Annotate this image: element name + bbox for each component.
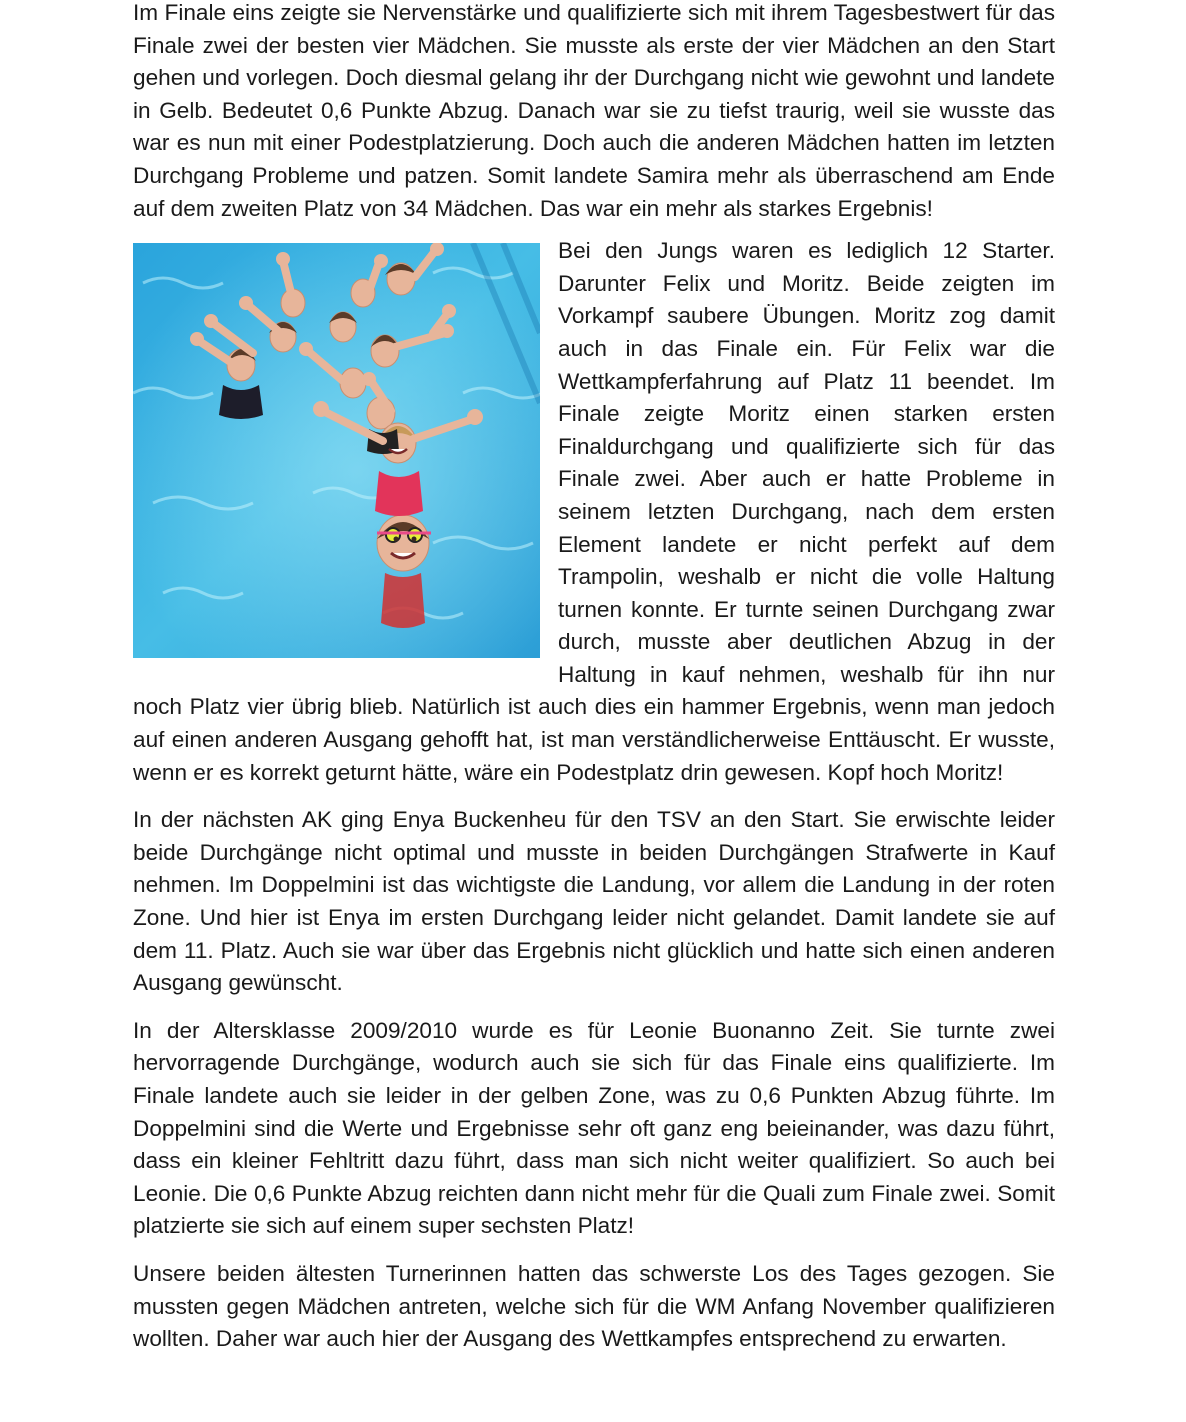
- paragraph-leonie: In der Altersklasse 2009/2010 wurde es für Leonie Buonanno Zeit. Sie turnte zwei hervorragende Durchgänge, wodurch auch sie sich für das Finale eins qualifizierte. Im Finale landete auch sie leider in der gelben Zone, was zu 0,6 Punkten Abzug führte. Im Doppelmini sind die Werte und Ergebnisse sehr oft ganz eng beieinander, was dazu führt, dass ein kleiner Fehltritt dazu führt, dass man sich nicht weiter qualifiziert. So auch bei Leonie. Die 0,6 Punkte Abzug reichten dann nicht mehr für die Quali zum Finale zwei. Somit platzierte sie sich auf einem super sechsten Platz!: [133, 1017, 1055, 1239]
- paragraph-samira-final: Im Finale eins zeigte sie Nervenstärke und qualifizierte sich mit ihrem Tagesbestwert für das Finale zwei der besten vier Mädchen. Sie musste als erste der vier Mädchen an den Start gehen und vorlegen. Doch diesmal gelang ihr der Durchgang nicht wie gewohnt und landete in Gelb. Bedeutet 0,6 Punkte Abzug. Danach war sie zu tiefst traurig, weil sie wusste das war es nun mit einer Podestplatzierung. Doch auch die anderen Mädchen hatten im letzten Durchgang Probleme und patzen. Somit landete Samira mehr als überraschend am Ende auf dem zweiten Platz von 34 Mädchen. Das war ein mehr als starkes Ergebnis!: [133, 0, 1055, 221]
- section-jungs: [133, 235, 1055, 789]
- paragraph-enya: In der nächsten AK ging Enya Buckenheu für den TSV an den Start. Sie erwischte leider beide Durchgänge nicht optimal und musste in beiden Durchgängen Strafwerte in Kauf nehmen. Im Doppelmini ist das wichtigste die Landung, vor allem die Landung in der roten Zone. Und hier ist Enya im ersten Durchgang leider nicht gelandet. Damit landete sie auf dem 11. Platz. Auch sie war über das Ergebnis nicht glücklich und hatte sich einen anderen Ausgang gewünscht.: [133, 807, 1055, 996]
- paragraph-aelteste-turnerinnen: Unsere beiden ältesten Turnerinnen hatten das schwerste Los des Tages gezogen. Sie mussten gegen Mädchen antreten, welche sich für die WM Anfang November qualifizieren wollten. Daher war auch hier der Ausgang des Wettkampfes entsprechend zu erwarten.: [133, 1260, 1055, 1352]
- swimming-pool-group-photo: [133, 243, 540, 658]
- paragraph-jungs: Bei den Jungs waren es lediglich 12 Starter. Darunter Felix und Moritz. Beide zeigten im Vorkampf saubere Übungen. Moritz zog damit auch in das Finale ein. Für Felix war die Wettkampferfahrung auf Platz 11 beendet. Im Finale zeigte Moritz einen starken ersten Finaldurchgang und qualifizierte sich für das Finale zwei. Aber auch er hatte Probleme in seinem letzten Durchgang, nach dem ersten Element landete er nicht perfekt auf dem Trampolin, weshalb er nicht die volle Haltung turnen konnte. Er turnte seinen Durchgang zwar durch, musste aber deutlichen Abzug in der Haltung in kauf nehmen, weshalb für ihn nur noch Platz vier übrig blieb. Natürlich ist auch dies ein hammer Ergebnis, wenn man jedoch auf einen anderen Ausgang gehofft hat, ist man verständlicherweise Enttäuscht. Er wusste, wenn er es korrekt geturnt hätte, wäre ein Podestplatz drin gewesen. Kopf hoch Moritz!: [133, 238, 1055, 785]
- article-body: [133, 0, 1055, 1356]
